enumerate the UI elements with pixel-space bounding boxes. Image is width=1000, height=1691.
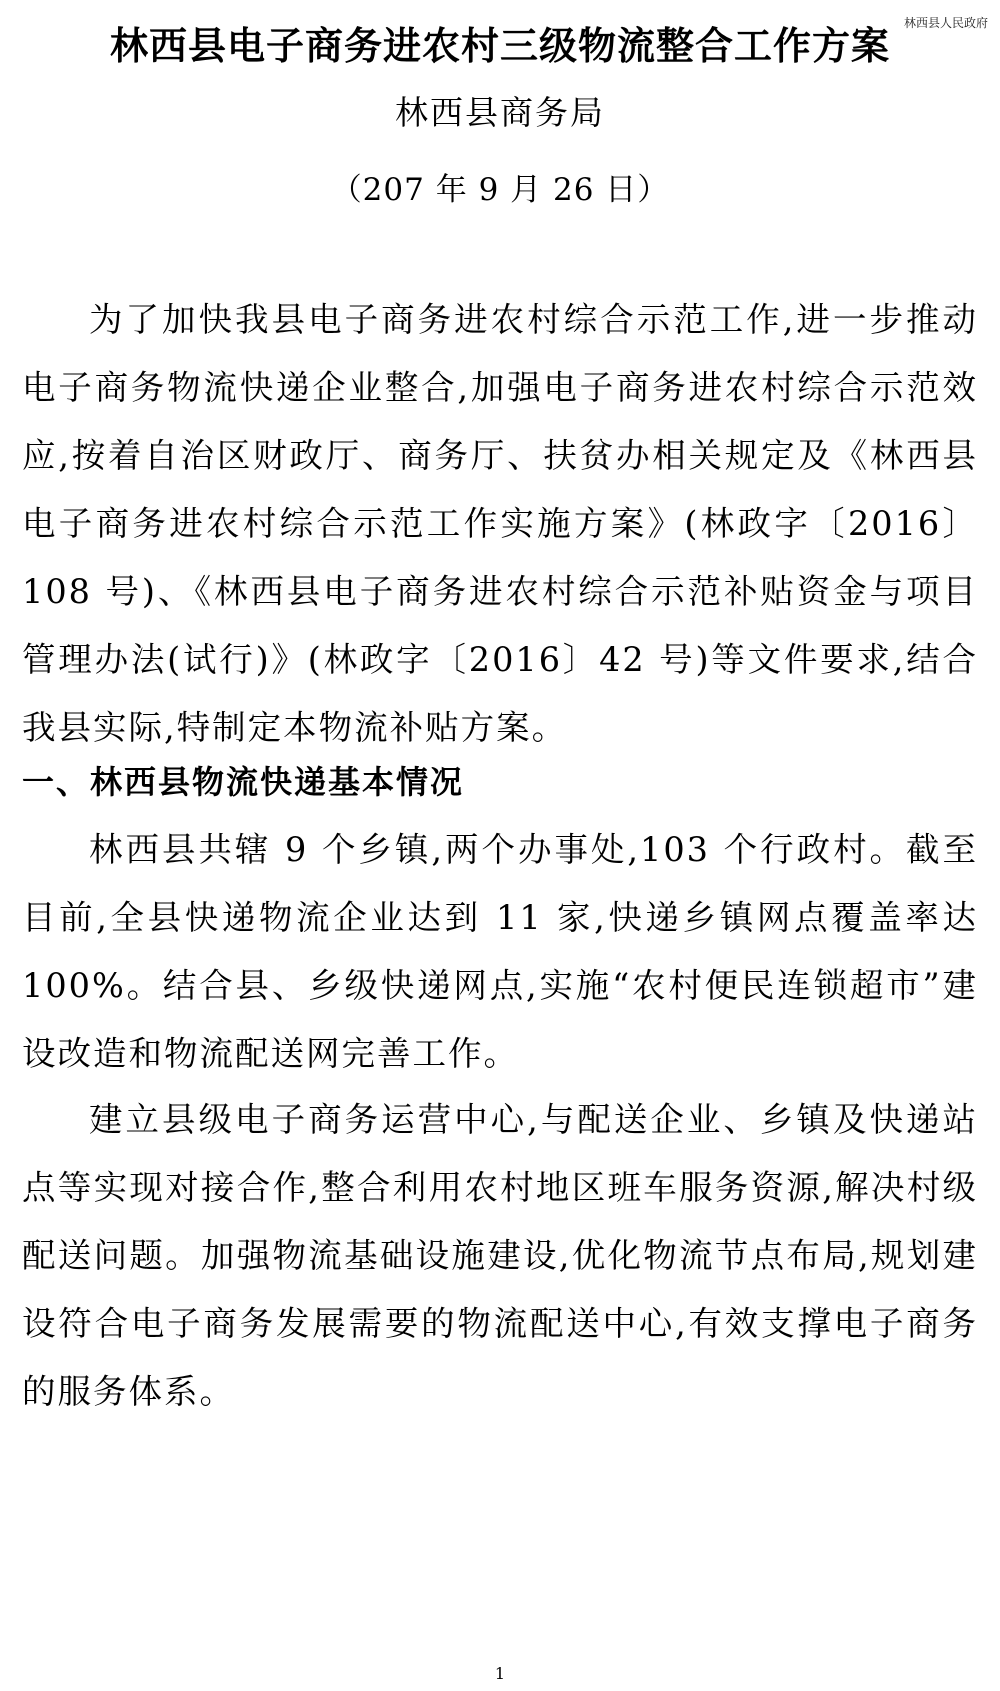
body-paragraph: 建立县级电子商务运营中心,与配送企业、乡镇及快递站点等实现对接合作,整合利用农村地区班车服务资源,解决村级配送问题。加强物流基础设施建设,优化物流节点布局,规划建设符合电子商务发展需要的物流配送中心,有效支撑电子商务的服务体系。 <box>22 1100 978 1411</box>
body-paragraph: 林西县共辖 9 个乡镇,两个办事处,103 个行政村。截至目前,全县快递物流企业达到 11 家,快递乡镇网点覆盖率达 100%。结合县、乡级快递网点,实施“农村便民连锁超市”建设改造和物流配送网完善工作。 <box>22 830 978 1073</box>
source-watermark: 林西县人民政府 <box>903 16 988 30</box>
page-number: 1 <box>494 1664 506 1683</box>
intro-paragraph: 为了加快我县电子商务进农村综合示范工作,进一步推动电子商务物流快递企业整合,加强电子商务进农村综合示范效应,按着自治区财政厅、商务厅、扶贫办相关规定及《林西县电子商务进农村综合示范工作实施方案》(林政字〔2016〕108 号)、《林西县电子商务进农村综合示范补贴资金与项目管理办法(试行)》(林政字〔2016〕42 号)等文件要求,结合我县实际,特制定本物流补贴方案。 <box>22 300 978 747</box>
issuer-line: 林西县商务局 <box>395 93 605 132</box>
date-line: （207 年 9 月 26 日） <box>330 172 670 208</box>
document-title: 林西县电子商务进农村三级物流整合工作方案 <box>109 24 890 68</box>
section-heading: 一、林西县物流快递基本情况 <box>22 763 465 801</box>
